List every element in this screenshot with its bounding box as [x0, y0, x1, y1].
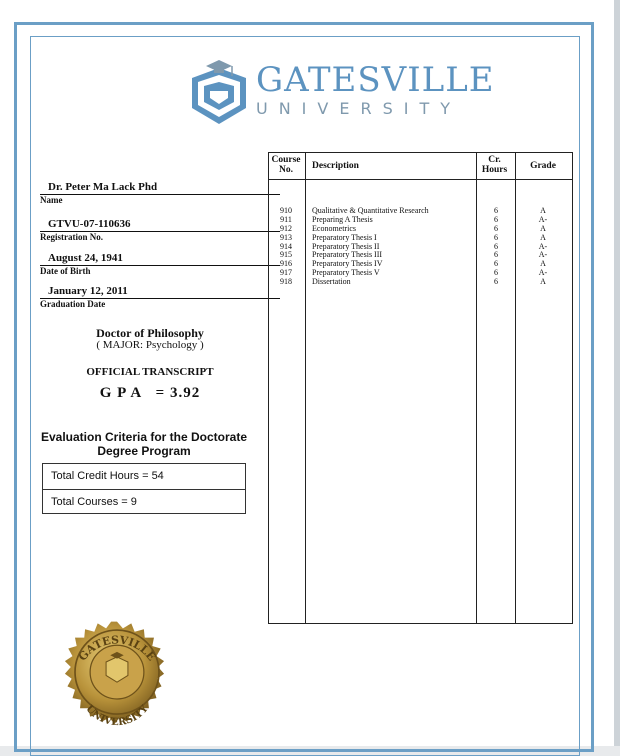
header-hours-line2: Hours	[481, 165, 508, 175]
course-table	[268, 152, 573, 624]
course-number: 912	[280, 223, 292, 233]
course-description: Preparatory Thesis I	[312, 232, 377, 242]
header-course-no	[268, 155, 304, 175]
course-hours: 6	[494, 259, 498, 269]
evaluation-title: Evaluation Criteria for the Doctorate Degree Program	[40, 430, 248, 458]
gold-seal-icon	[42, 620, 192, 746]
course-description: Preparatory Thesis V	[312, 268, 380, 278]
course-number: 915	[280, 250, 292, 260]
header-hours-line1: Cr.	[488, 155, 501, 165]
course-grade: A	[540, 259, 546, 269]
course-number: 917	[280, 268, 292, 278]
date-of-birth: August 24, 1941	[40, 252, 280, 266]
table-row	[268, 278, 573, 287]
header-description: Description	[312, 161, 359, 171]
name-label: Name	[40, 195, 63, 205]
course-number: 913	[280, 232, 292, 242]
total-courses: Total Courses = 9	[43, 489, 245, 514]
course-grade: A-	[538, 250, 548, 260]
name-field	[40, 181, 280, 206]
course-number: 916	[280, 259, 292, 269]
degree-major: ( MAJOR: Psychology )	[96, 339, 204, 351]
course-description: Preparing A Thesis	[312, 214, 373, 224]
header-grade: Grade	[530, 161, 556, 171]
student-name: Dr. Peter Ma Lack Phd	[40, 181, 280, 195]
course-grade: A	[540, 277, 546, 287]
header-course-line1: Course	[271, 155, 301, 165]
dob-field	[40, 252, 280, 277]
course-number: 910	[280, 206, 292, 215]
course-hours: 6	[494, 223, 498, 233]
table-header-divider	[269, 179, 572, 180]
course-grade: A	[540, 206, 546, 215]
header-credit-hours	[475, 155, 514, 175]
course-description: Dissertation	[312, 277, 351, 287]
course-description: Preparatory Thesis III	[312, 250, 383, 260]
graduation-label: Graduation Date	[40, 299, 106, 309]
gpa-value: G P A = 3.92	[99, 385, 201, 401]
course-grade: A-	[538, 268, 548, 278]
official-transcript-label: OFFICIAL TRANSCRIPT	[86, 366, 214, 378]
header-course-line2: No.	[279, 165, 293, 175]
course-description: Preparatory Thesis II	[312, 241, 380, 251]
course-grade: A	[540, 223, 546, 233]
course-number: 914	[280, 241, 292, 251]
evaluation-box	[42, 463, 246, 514]
course-hours: 6	[494, 250, 498, 260]
seal-text-top: GATESVILLE	[75, 633, 159, 664]
registration-field	[40, 218, 280, 243]
course-hours: 6	[494, 214, 498, 224]
registration-label: Registration No.	[40, 232, 103, 242]
course-hours: 6	[494, 241, 498, 251]
dob-label: Date of Birth	[40, 266, 91, 276]
course-hours: 6	[494, 277, 498, 287]
graduation-field	[40, 285, 280, 310]
course-hours: 6	[494, 268, 498, 278]
seal-text-bottom: UNIVERSITY	[83, 703, 151, 729]
course-number: 911	[280, 214, 292, 224]
university-name: GATESVILLE	[256, 60, 495, 100]
course-description: Econometrics	[312, 223, 356, 233]
course-description: Qualitative & Quantitative Research	[312, 206, 429, 215]
course-rows	[268, 207, 573, 287]
course-hours: 6	[494, 232, 498, 242]
course-hours: 6	[494, 206, 498, 215]
course-grade: A	[540, 232, 546, 242]
course-number: 918	[280, 277, 292, 287]
university-subtitle: UNIVERSITY	[256, 99, 461, 118]
degree-title: Doctor of Philosophy	[96, 326, 204, 340]
graduation-cap-emblem-icon	[188, 58, 250, 128]
graduation-date: January 12, 2011	[40, 285, 280, 299]
page-edge	[614, 0, 620, 746]
total-credit-hours: Total Credit Hours = 54	[51, 470, 164, 482]
course-description: Preparatory Thesis IV	[312, 259, 383, 269]
course-grade: A-	[538, 214, 548, 224]
registration-number: GTVU-07-110636	[40, 218, 280, 232]
course-grade: A-	[538, 241, 548, 251]
